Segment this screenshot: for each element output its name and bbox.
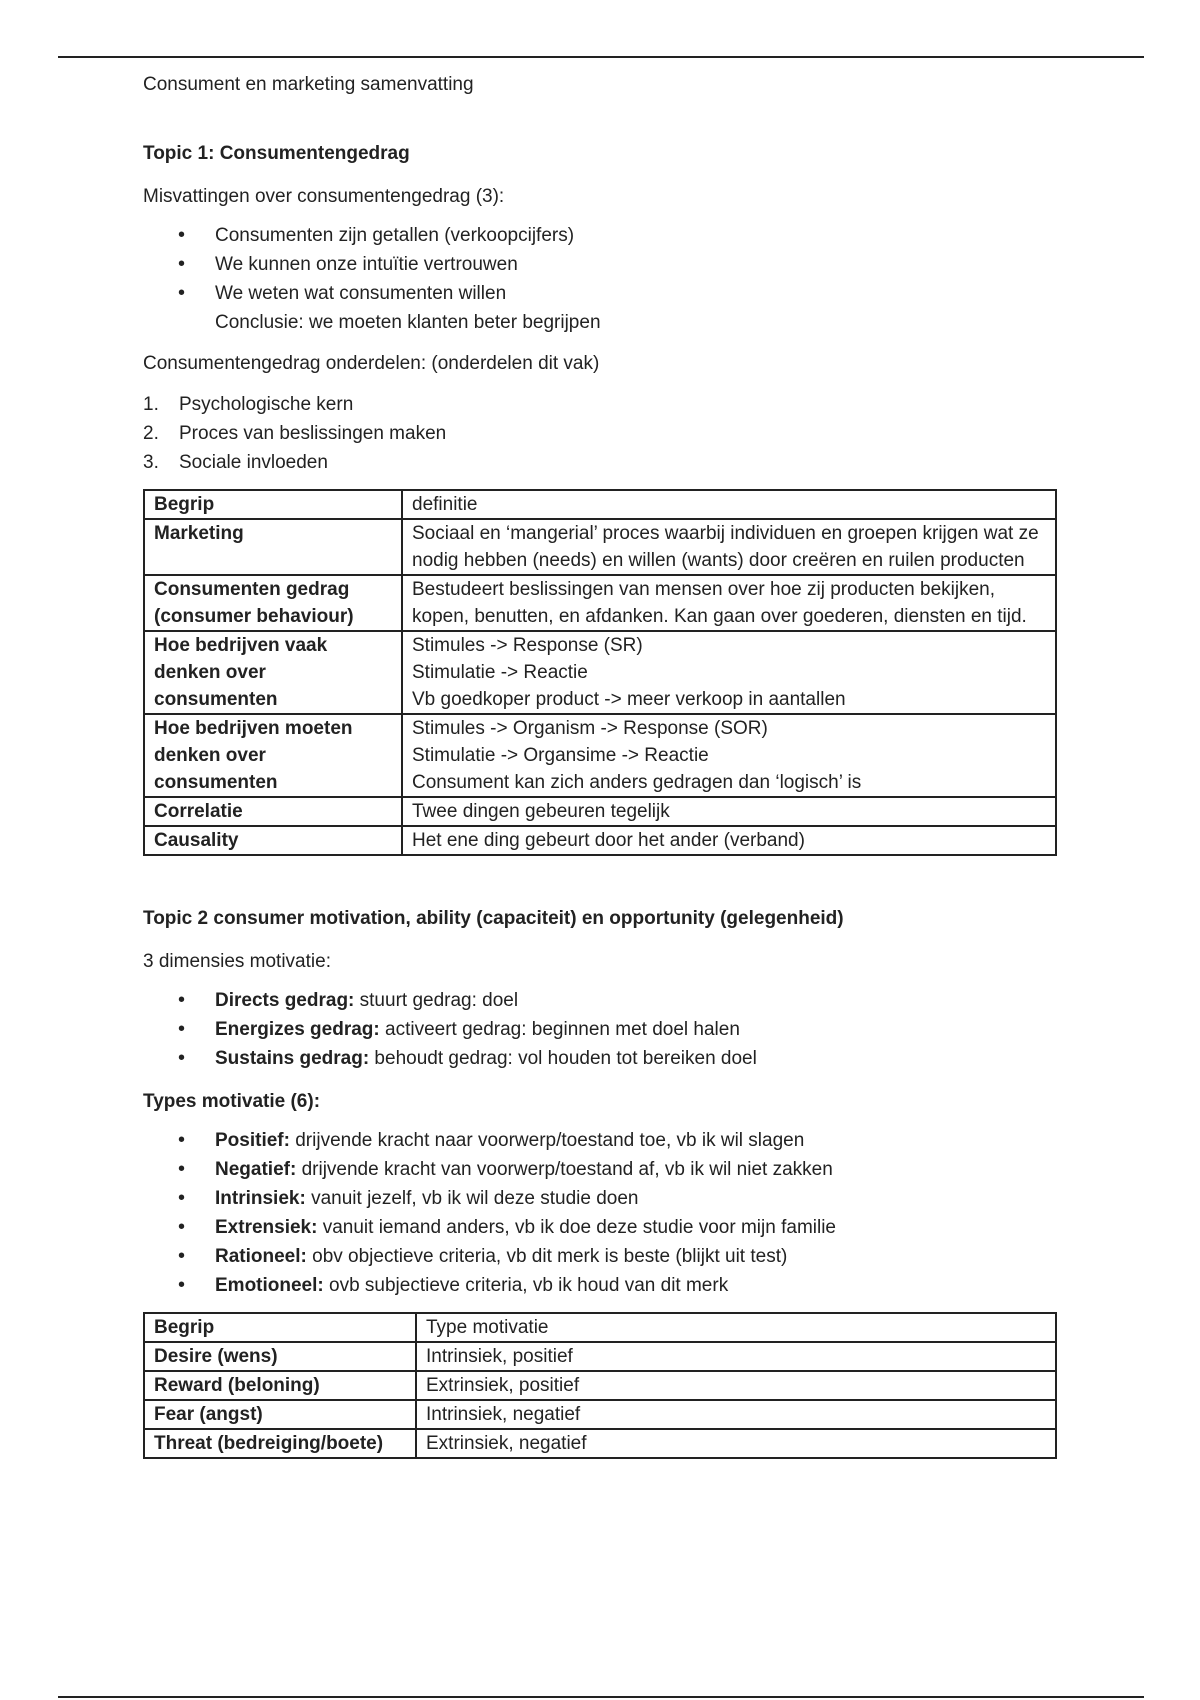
list-item: • We kunnen onze intuïtie vertrouwen: [215, 250, 1063, 279]
list-term: Positief:: [215, 1130, 290, 1151]
table-def-cell: Extrinsiek, negatief: [416, 1429, 1056, 1458]
table-term-cell: Hoe bedrijven vaak denken over consumenten: [144, 631, 402, 714]
table-term-cell: Fear (angst): [144, 1400, 416, 1429]
table-header-cell: definitie: [402, 490, 1056, 519]
def-line: Stimulatie -> Reactie: [412, 662, 588, 683]
list-item: [215, 1155, 1063, 1184]
document-body: [143, 70, 1063, 1459]
list-term: Intrinsiek:: [215, 1188, 306, 1209]
list-term: Negatief:: [215, 1159, 297, 1180]
table-row: [144, 519, 1056, 575]
list-text: activeert gedrag: beginnen met doel halen: [379, 1019, 740, 1040]
def-line: Consument kan zich anders gedragen dan ‘logisch’ is: [412, 772, 862, 793]
list-term: Directs gedrag:: [215, 990, 355, 1011]
table-header-row: [144, 1313, 1056, 1342]
onderdelen-list: [143, 390, 1063, 477]
list-item: [143, 390, 1063, 419]
list-item: • Consumenten zijn getallen (verkoopcijfers): [215, 221, 1063, 250]
list-item: [215, 1044, 1063, 1073]
table-def-cell: Intrinsiek, positief: [416, 1342, 1056, 1371]
list-term: Rationeel:: [215, 1246, 307, 1267]
list-number: 3.: [143, 452, 159, 473]
document-title: Consument en marketing samenvatting: [143, 74, 474, 95]
table-header-cell: Type motivatie: [416, 1313, 1056, 1342]
topic2-heading: Topic 2 consumer motivation, ability (capaciteit) en opportunity (gelegenheid): [143, 908, 844, 929]
def-line: Het ene ding gebeurt door het ander (verband): [412, 830, 805, 851]
list-item: [215, 1213, 1063, 1242]
table-header-cell: Begrip: [144, 490, 402, 519]
misvattingen-intro: Misvattingen over consumentengedrag (3):: [143, 186, 505, 207]
table-term-cell: Marketing: [144, 519, 402, 575]
table-row: [144, 714, 1056, 797]
list-text: Psychologische kern: [179, 394, 354, 415]
dimensies-list: [143, 986, 1063, 1073]
table-term-cell: Desire (wens): [144, 1342, 416, 1371]
types-intro: Types motivatie (6):: [143, 1091, 321, 1112]
list-number: 1.: [143, 394, 159, 415]
table-term-cell: Reward (beloning): [144, 1371, 416, 1400]
dimensies-intro: 3 dimensies motivatie:: [143, 951, 331, 972]
motivatie-table: [143, 1312, 1057, 1459]
table-def-cell: [402, 575, 1056, 631]
list-item: [215, 986, 1063, 1015]
table-def-cell: [402, 519, 1056, 575]
table-header-cell: Begrip: [144, 1313, 416, 1342]
list-text: Sociale invloeden: [179, 452, 328, 473]
list-item: [143, 448, 1063, 477]
table-def-cell: [402, 714, 1056, 797]
topic1-heading: Topic 1: Consumentengedrag: [143, 143, 410, 164]
list-term: Extrensiek:: [215, 1217, 318, 1238]
table-def-cell: [402, 631, 1056, 714]
table-term-cell: Correlatie: [144, 797, 402, 826]
def-line: Twee dingen gebeuren tegelijk: [412, 801, 670, 822]
table-def-cell: [402, 797, 1056, 826]
list-text: vanuit iemand anders, vb ik doe deze studie voor mijn familie: [317, 1217, 837, 1238]
def-line: Stimulatie -> Organsime -> Reactie: [412, 745, 709, 766]
list-term: Energizes gedrag:: [215, 1019, 380, 1040]
list-text: stuurt gedrag: doel: [354, 990, 519, 1011]
table-def-cell: [402, 826, 1056, 855]
list-text: drijvende kracht naar voorwerp/toestand toe, vb ik wil slagen: [289, 1130, 805, 1151]
list-term: Emotioneel:: [215, 1275, 324, 1296]
list-text: Proces van beslissingen maken: [179, 423, 447, 444]
misvattingen-list: [143, 221, 1063, 308]
def-line: Stimules -> Organism -> Response (SOR): [412, 718, 768, 739]
list-item: [215, 1271, 1063, 1300]
list-term: Sustains gedrag:: [215, 1048, 370, 1069]
conclusie: Conclusie: we moeten klanten beter begrijpen: [215, 312, 601, 333]
list-text: obv objectieve criteria, vb dit merk is beste (blijkt uit test): [306, 1246, 788, 1267]
table-term-cell: Consumenten gedrag (consumer behaviour): [144, 575, 402, 631]
list-item: [215, 1015, 1063, 1044]
bottom-rule: [58, 1696, 1144, 1698]
table-row: [144, 1400, 1056, 1429]
onderdelen-intro: Consumentengedrag onderdelen: (onderdelen dit vak): [143, 353, 600, 374]
table-row: [144, 1371, 1056, 1400]
table-row: [144, 826, 1056, 855]
list-item: [143, 419, 1063, 448]
table-term-cell: Hoe bedrijven moeten denken over consumenten: [144, 714, 402, 797]
table-def-cell: Extrinsiek, positief: [416, 1371, 1056, 1400]
table-header-row: [144, 490, 1056, 519]
table-row: [144, 797, 1056, 826]
table-row: [144, 1342, 1056, 1371]
table-term-cell: Causality: [144, 826, 402, 855]
table-row: [144, 1429, 1056, 1458]
list-text: behoudt gedrag: vol houden tot bereiken doel: [369, 1048, 757, 1069]
begrippen-table: [143, 489, 1057, 856]
def-line: Sociaal en ‘mangerial’ proces waarbij individuen en groepen krijgen wat ze nodig hebben (needs) en willen (wants) door creëren en ruilen producten: [412, 523, 1039, 571]
list-text: drijvende kracht van voorwerp/toestand af, vb ik wil niet zakken: [296, 1159, 833, 1180]
list-text: vanuit jezelf, vb ik wil deze studie doen: [305, 1188, 639, 1209]
types-list: [143, 1126, 1063, 1300]
list-item: • We weten wat consumenten willen: [215, 279, 1063, 308]
def-line: Stimules -> Response (SR): [412, 635, 643, 656]
table-row: [144, 575, 1056, 631]
list-item: [215, 1126, 1063, 1155]
list-number: 2.: [143, 423, 159, 444]
table-row: [144, 631, 1056, 714]
table-term-cell: Threat (bedreiging/boete): [144, 1429, 416, 1458]
table-def-cell: Intrinsiek, negatief: [416, 1400, 1056, 1429]
list-item: [215, 1184, 1063, 1213]
def-line: Vb goedkoper product -> meer verkoop in aantallen: [412, 689, 846, 710]
list-text: ovb subjectieve criteria, vb ik houd van dit merk: [323, 1275, 729, 1296]
def-line: Bestudeert beslissingen van mensen over hoe zij producten bekijken, kopen, benutten, en afdanken. Kan gaan over goederen, diensten en tijd.: [412, 579, 1027, 627]
top-rule: [58, 56, 1144, 58]
list-item: [215, 1242, 1063, 1271]
